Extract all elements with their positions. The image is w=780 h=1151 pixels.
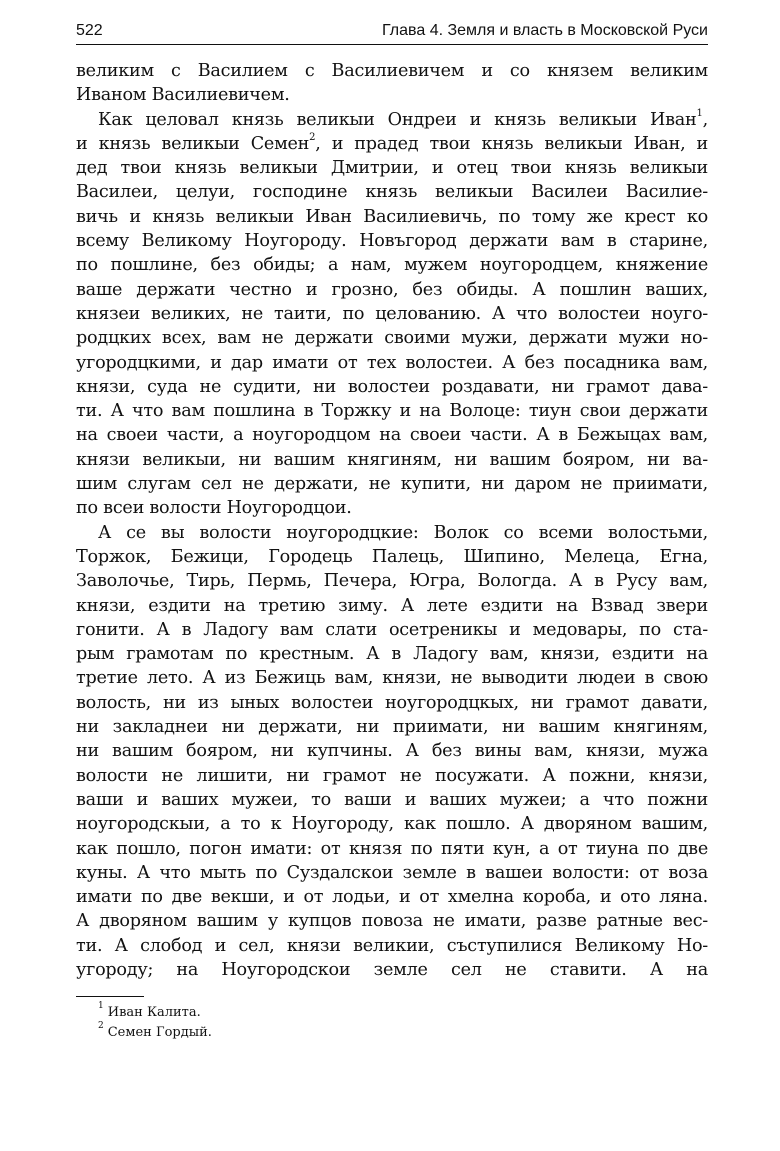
text-line: князеи великих, не таити, по целованию. А что волостеи ноуго-	[76, 303, 708, 324]
chapter-title: Глава 4. Земля и власть в Московской Руси	[382, 22, 708, 39]
footnotes	[76, 996, 708, 1043]
text-line: гонити. А в Ладогу вам слати осетреникы и медовары, по ста-	[76, 619, 708, 640]
page	[76, 18, 708, 982]
text-line: волости не лишити, ни грамот не посужати. А пожни, князи,	[76, 765, 708, 786]
footnote-mark: 2	[98, 1020, 104, 1031]
text-line: князи, суда не судити, ни волостеи роздавати, ни грамот дава-	[76, 376, 708, 397]
text-line	[76, 132, 708, 156]
text-line: шим слугам сел не держати, не купити, ни даром не приимати,	[76, 474, 708, 495]
text-line: ти. А что вам пошлина в Торжку и на Волоце: тиун свои держати	[76, 401, 708, 422]
text-line: ваше держати честно и грозно, без обиды. А пошлин ваших,	[76, 279, 708, 300]
footnote-list	[76, 1000, 708, 1043]
text-line: А се вы волости ноугородцкие: Волок со всеми волостьми,	[98, 522, 708, 543]
text-line: по пошлине, без обиды; а нам, мужем ноугородцем, княжение	[76, 255, 708, 276]
footnote	[76, 1020, 708, 1043]
text-line: волость, ни из ыных волостеи ноугородцкых, ни грамот давати,	[76, 692, 708, 713]
text-run: , и прадед твои князь великыи Иван, и	[315, 133, 708, 154]
footnote-reference: 2	[309, 132, 316, 144]
text-line: ни вашим бояром, ни купчины. А без вины вам, князи, мужа	[76, 741, 708, 762]
text-run: Как целовал князь великыи Ондреи и князь великыи Иван	[98, 109, 697, 130]
text-line: Заволочье, Тирь, Пермь, Печера, Югра, Вологда. А в Русу вам,	[76, 571, 708, 592]
footnote-divider	[76, 996, 144, 997]
text-line: на своеи части, а ноугородцом на своеи части. А в Бежыцах вам,	[76, 425, 708, 446]
text-line: как пошло, погон имати: от князя по пяти кун, а от тиуна по две	[76, 838, 708, 859]
text-line: угородцкими, и дар имати от тех волостеи. А без посадника вам,	[76, 352, 708, 373]
footnote-mark: 1	[98, 1000, 104, 1011]
text-line: князи, ездити на третию зиму. А лете ездити на Взвад звери	[76, 595, 708, 616]
footnote-text: Семен Гордый.	[107, 1025, 212, 1040]
footnote	[76, 1000, 708, 1023]
text-line: имати по две векши, и от лодьи, и от хмелна короба, и ото ляна.	[76, 887, 708, 908]
running-header	[76, 18, 708, 45]
text-line: ноугородскыи, а то к Ноугороду, как пошло. А дворяном вашим,	[76, 814, 708, 835]
text-line: великим с Василием с Василиевичем и со князем великим	[76, 61, 708, 81]
text-line: дед твои князь великыи Дмитрии, и отец твои князь великыи	[76, 158, 708, 179]
footnote-reference: 1	[696, 107, 703, 119]
text-line: третие лето. А из Бежиць вам, князи, не выводити людеи в свою	[76, 668, 708, 689]
text-line: ни закладнеи ни держати, ни приимати, ни вашим княгиням,	[76, 717, 708, 738]
text-line: Василеи, целуи, господине князь великыи Василеи Василие-	[76, 182, 708, 203]
text-line: Торжок, Бежици, Городець Палець, Шипино, Мелеца, Егна,	[76, 546, 708, 567]
page-number: 522	[76, 22, 103, 39]
text-line: по всеи волости Ноугородцои.	[76, 498, 352, 519]
text-line: родцких всех, вам не держати своими мужи, держати мужи но-	[76, 328, 708, 349]
text-line: угороду; на Ноугородскои земле сел не ставити. А на	[76, 959, 708, 980]
footnote-text: Иван Калита.	[107, 1005, 201, 1020]
text-line: рым грамотам по крестным. А в Ладогу вам, князи, ездити на	[76, 644, 708, 665]
body-text	[76, 59, 708, 982]
text-line: А дворяном вашим у купцов повоза не имати, разве ратные вес-	[76, 911, 708, 932]
text-line: вичь и князь великыи Иван Василиевичь, по тому же крест ко	[76, 206, 708, 227]
text-line: князи великыи, ни вашим княгиням, ни вашим бояром, ни ва-	[76, 449, 708, 470]
text-line: ваши и ваших мужеи, то ваши и ваших мужеи; а что пожни	[76, 789, 708, 810]
text-line: ти. А слобод и сел, князи великии, съступилися Великому Но-	[76, 935, 708, 956]
text-line: куны. А что мыть по Суздалскои земле в вашеи волости: от воза	[76, 862, 708, 883]
text-line: Иваном Василиевичем.	[76, 85, 290, 106]
text-run: ,	[702, 109, 708, 130]
text-line: всему Великому Ноугороду. Новъгород держати вам в старине,	[76, 231, 708, 252]
text-run: и князь великыи Семен	[76, 133, 310, 154]
text-line	[76, 108, 708, 132]
